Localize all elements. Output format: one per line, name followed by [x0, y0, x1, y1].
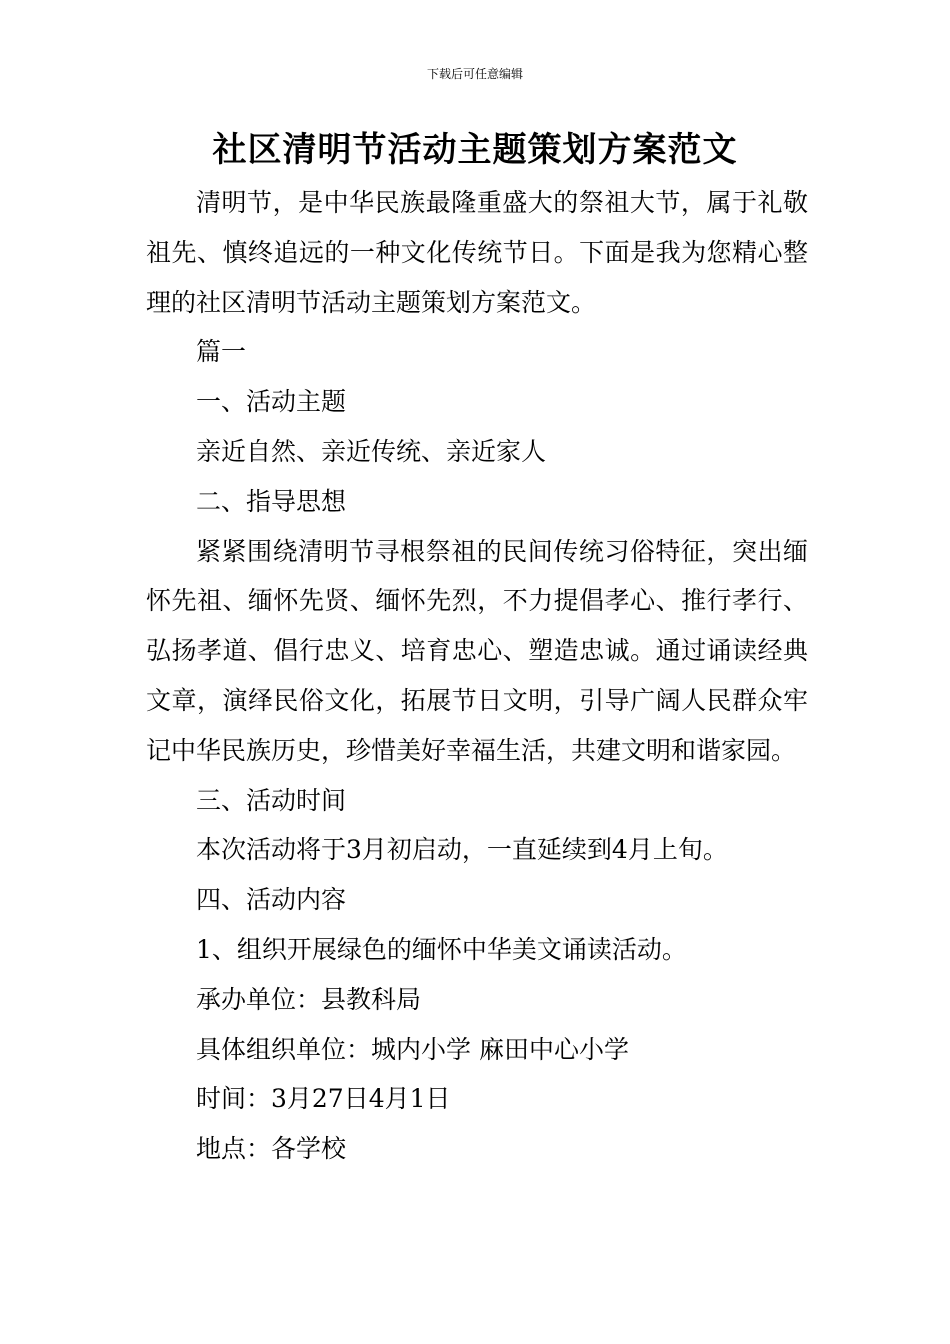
document-title: 社区清明节活动主题策划方案范文: [212, 130, 738, 170]
content-item-1: 1、组织开展绿色的缅怀中华美文诵读活动。: [196, 934, 687, 964]
heading-content: 四、活动内容: [196, 885, 347, 915]
guiding-idea-text: 紧紧围绕清明节寻根祭祖的民间传统习俗特征，突出缅怀先祖、缅怀先贤、缅怀先烈，不力提倡孝心、推行孝行、弘扬孝道、倡行忠义、培育忠心、塑造忠诚。通过诵读经典文章，演绎民俗文化，拓展节日文明，引导广阔人民群众牢记中华民族历史，珍惜美好幸福生活，共建文明和谐家园。: [146, 536, 808, 765]
theme-text: 亲近自然、亲近传统、亲近家人: [196, 436, 547, 466]
time-text: 本次活动将于3月初启动，一直延续到4月上旬。: [196, 835, 728, 865]
heading-time: 三、活动时间: [196, 785, 347, 815]
intro-paragraph: 清明节，是中华民族最隆重盛大的祭祖大节，属于礼敬祖先、慎终追远的一种文化传统节日。下面是我为您精心整理的社区清明节活动主题策划方案范文。: [146, 188, 808, 317]
section-label: 篇一: [196, 337, 247, 367]
date-line: 时间：3月27日4月1日: [196, 1084, 451, 1114]
organizer-line: 承办单位：县教科局: [196, 984, 422, 1014]
location-line: 地点：各学校: [196, 1134, 347, 1164]
specific-organizer-line: 具体组织单位：城内小学 麻田中心小学: [196, 1034, 629, 1064]
header-note: 下载后可任意编辑: [426, 67, 523, 81]
heading-guiding-idea: 二、指导思想: [196, 486, 347, 516]
heading-theme: 一、活动主题: [196, 387, 347, 417]
document-body: [146, 178, 808, 1174]
